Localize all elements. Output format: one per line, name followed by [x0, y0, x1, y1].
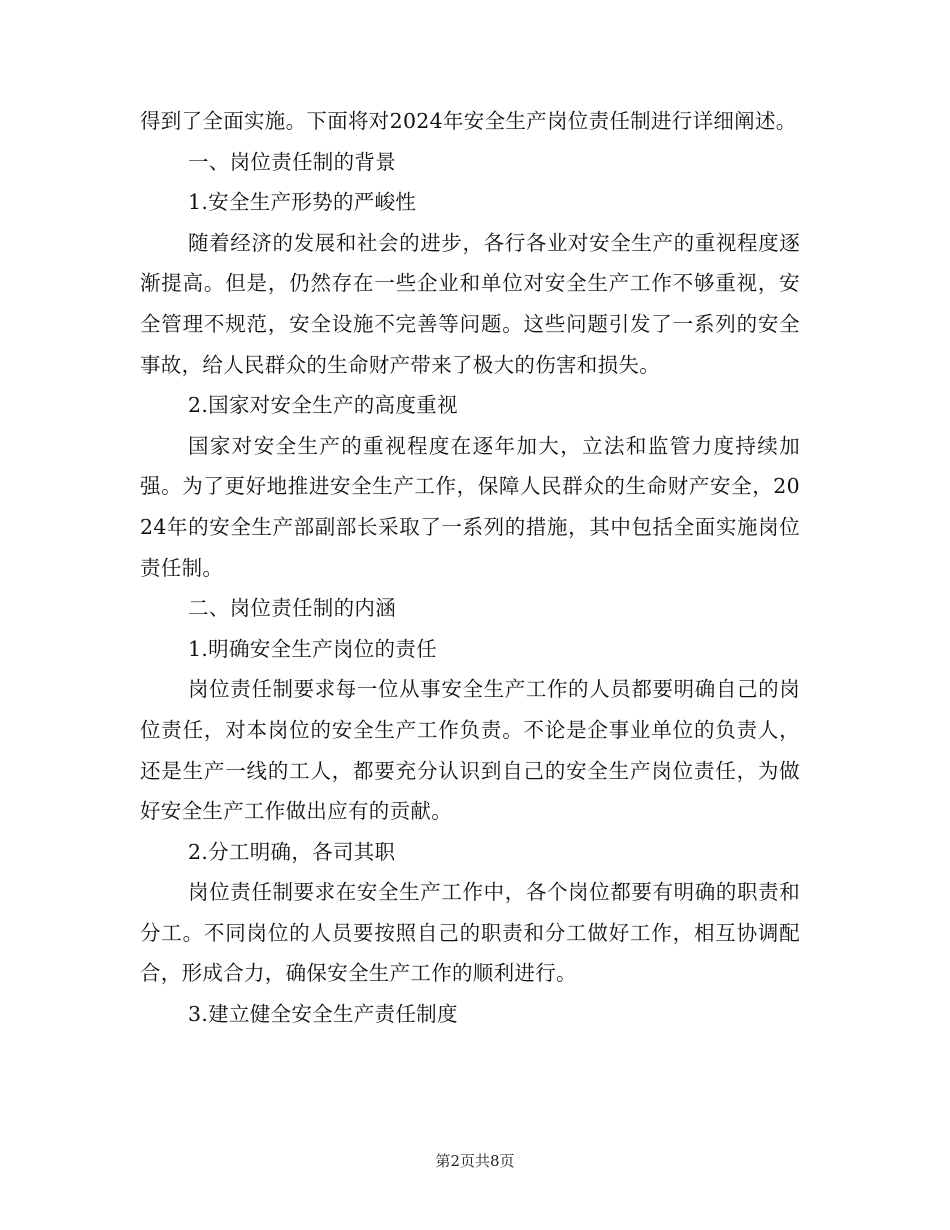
document-body: [140, 101, 800, 1035]
section-heading-background: 一、岗位责任制的背景: [188, 149, 396, 174]
page-number-footer: 第2页共8页: [435, 1152, 515, 1170]
paragraph-division-of-labor: 岗位责任制要求在安全生产工作中，各个岗位都要有明确的职责和分工。不同岗位的人员要按照自己的职责和分工做好工作，相互协调配合，形成合力，确保安全生产工作的顺利进行。: [140, 880, 800, 986]
subheading-clear-responsibility: 1.明确安全生产岗位的责任: [188, 636, 437, 661]
section-heading-connotation: 二、岗位责任制的内涵: [188, 596, 396, 621]
subheading-state-attention: 2.国家对安全生产的高度重视: [188, 393, 458, 418]
paragraph-clear-responsibility: 岗位责任制要求每一位从事安全生产工作的人员都要明确自己的岗位责任，对本岗位的安全生产工作负责。不论是企事业单位的负责人，还是生产一线的工人，都要充分认识到自己的安全生产岗位责任，为做好安全生产工作做出应有的贡献。: [140, 677, 800, 824]
subheading-severity: 1.安全生产形势的严峻性: [188, 190, 417, 215]
paragraph-state-attention: 国家对安全生产的重视程度在逐年加大，立法和监管力度持续加强。为了更好地推进安全生产工作，保障人民群众的生命财产安全，2024年的安全生产部副部长采取了一系列的措施，其中包括全面实施岗位责任制。: [140, 433, 800, 580]
subheading-responsibility-system: 3.建立健全安全生产责任制度: [188, 1002, 458, 1027]
paragraph-intro-continuation: 得到了全面实施。下面将对2024年安全生产岗位责任制进行详细阐述。: [140, 109, 797, 133]
paragraph-severity: 随着经济的发展和社会的进步，各行各业对安全生产的重视程度逐渐提高。但是，仍然存在一些企业和单位对安全生产工作不够重视，安全管理不规范，安全设施不完善等问题。这些问题引发了一系列的安全事故，给人民群众的生命财产带来了极大的伤害和损失。: [140, 230, 800, 377]
subheading-division-of-labor: 2.分工明确，各司其职: [188, 839, 396, 864]
